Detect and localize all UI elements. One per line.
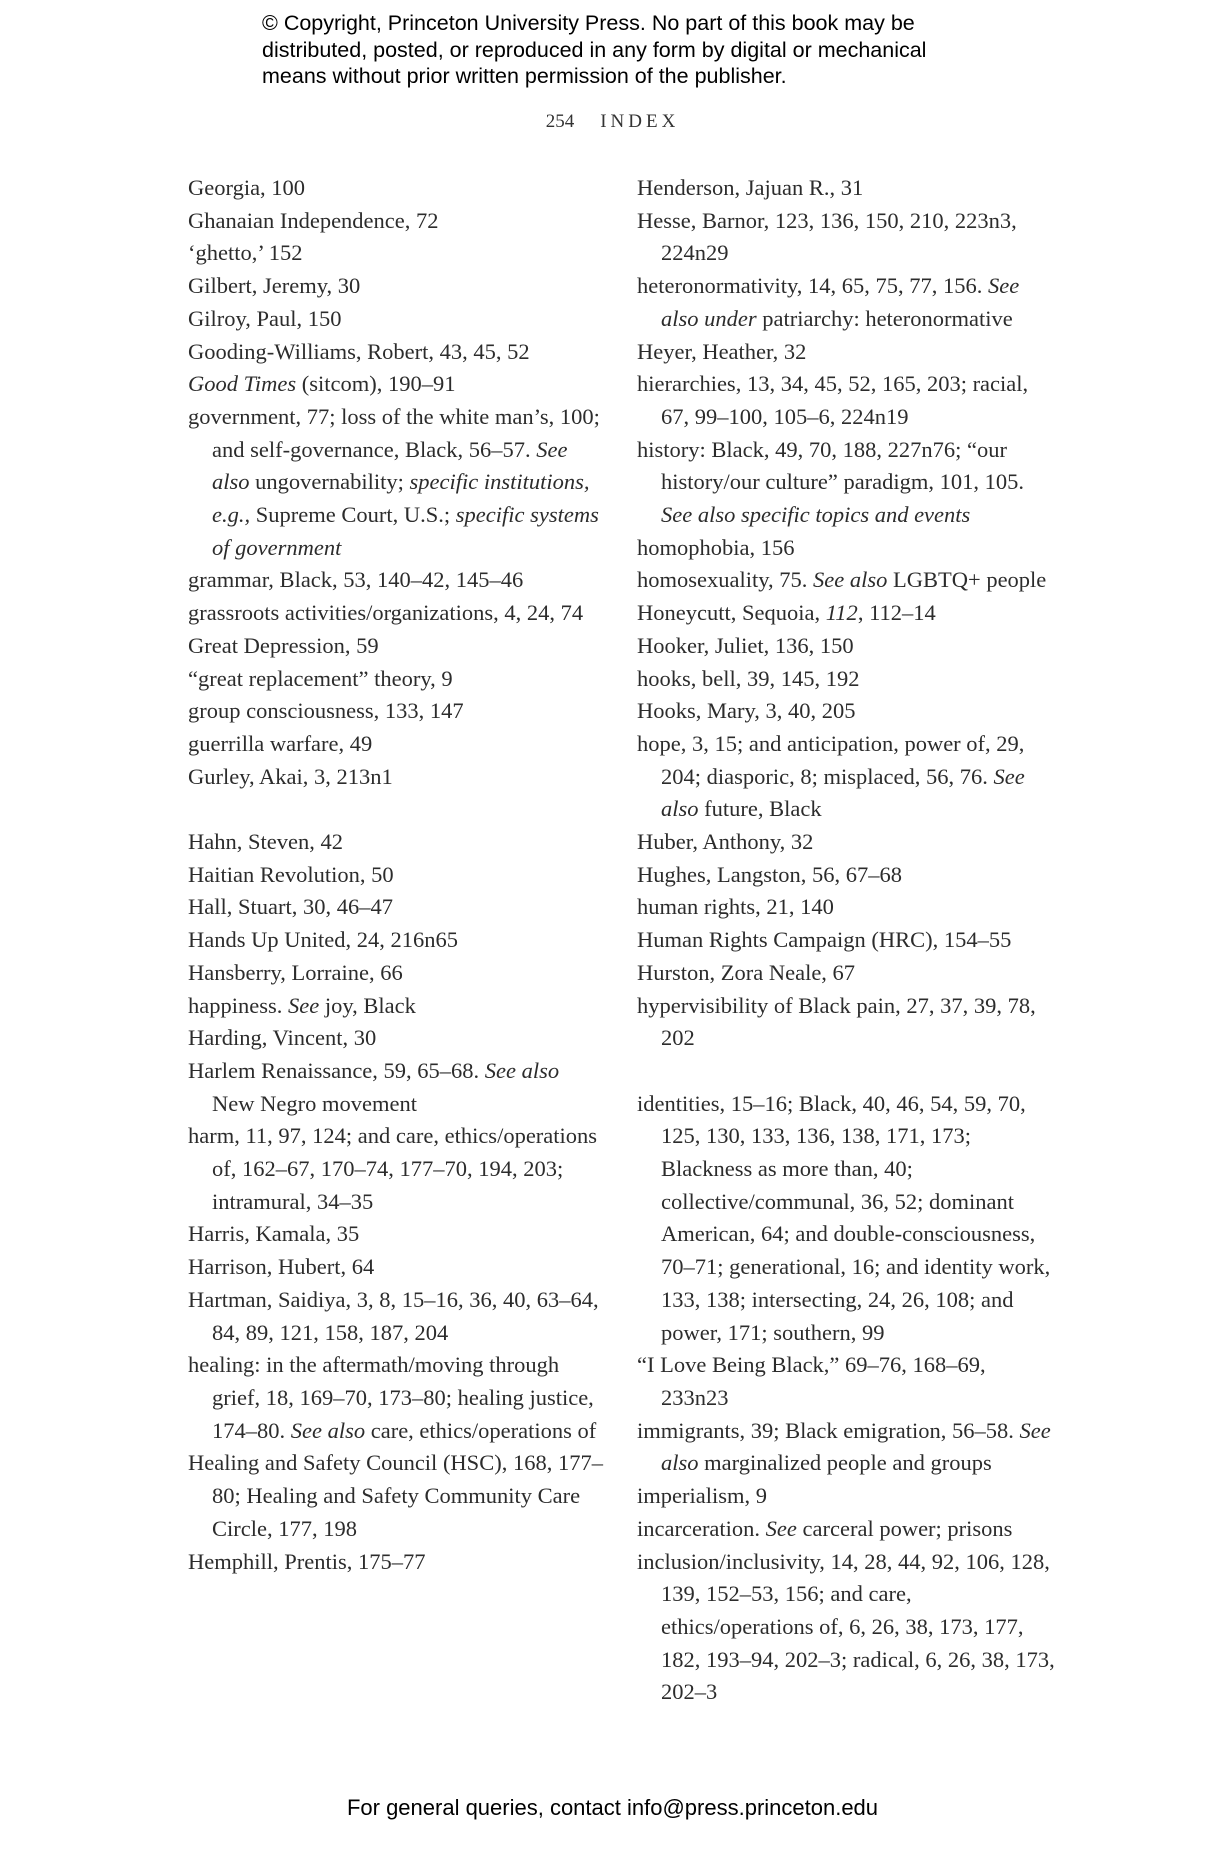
index-entry [188,728,603,761]
index-entry-italic: Good Times [188,371,297,397]
index-entry-italic: See also [661,763,1025,822]
index-entry-text: hooks, bell, 39, 145, 192 [637,665,860,691]
index-entry-text: Harding, Vincent, 30 [188,1025,377,1051]
index-entry [188,401,603,565]
index-entry [637,695,1057,728]
index-entry-text: grassroots activities/organizations, 4, 24, 74 [188,600,584,626]
index-entry-text: care, ethics/operations of [365,1417,597,1443]
index-entry-text: Hughes, Langston, 56, 67–68 [637,861,902,887]
index-entry-text: history: Black, 49, 70, 188, 227n76; “our history/our culture” paradigm, 101, 105. [637,436,1025,495]
index-entry-text: homosexuality, 75. [637,567,814,593]
index-entry-text: future, Black [698,796,822,822]
index-entry [637,924,1057,957]
index-entry-text: “great replacement” theory, 9 [188,665,453,691]
index-entry-text: Hartman, Saidiya, 3, 8, 15–16, 36, 40, 63–64, 84, 89, 121, 158, 187, 204 [188,1286,599,1345]
index-entry-text: healing: in the aftermath/moving through grief, 18, 169–70, 173–80; healing justice, 174–80. [188,1352,594,1443]
index-entry [188,172,603,205]
index-entry [188,1055,603,1120]
index-entry-text: Hahn, Steven, 42 [188,829,343,855]
index-entry [188,957,603,990]
index-entry-text: Harlem Renaissance, 59, 65–68. [188,1057,485,1083]
index-column-left [188,172,603,1578]
index-entry-text: Healing and Safety Council (HSC), 168, 177–80; Healing and Safety Community Care Circle, 177, 198 [188,1450,603,1541]
index-entry-text: Hansberry, Lorraine, 66 [188,959,403,985]
index-entry [188,826,603,859]
index-entry-italic: See [765,1515,797,1541]
index-entry-text: Hall, Stuart, 30, 46–47 [188,894,393,920]
index-entry-italic: See also under [661,273,1020,331]
index-entry [188,368,603,401]
index-entry [188,1120,603,1218]
index-entry-text: joy, Black [319,992,416,1018]
index-entry [637,368,1057,433]
index-entry-text: happiness. [188,992,288,1018]
index-entry-text: hierarchies, 13, 34, 45, 52, 165, 203; racial, 67, 99–100, 105–6, 224n19 [637,371,1029,429]
index-entry-text: New Negro movement [212,1090,417,1116]
index-entry-text: homophobia, 156 [637,534,795,560]
index-entry [188,859,603,892]
index-entry-text: Human Rights Campaign (HRC), 154–55 [637,927,1012,953]
index-entry [637,336,1057,369]
index-entry [188,270,603,303]
index-entry [637,990,1057,1055]
index-entry-italic: specific systems of government [212,502,599,560]
index-entry-text: patriarchy: heteronormative [756,305,1013,331]
index-entry-text: imperialism, 9 [637,1483,767,1509]
index-entry-text: Hesse, Barnor, 123, 136, 150, 210, 223n3, 224n29 [637,207,1017,266]
index-column-right [637,172,1057,1709]
index-entry [637,728,1057,826]
letter-group-gap [637,1055,1057,1088]
index-entry-italic: See also [661,1417,1051,1476]
index-entry-text: Henderson, Jajuan R., 31 [637,175,864,200]
index-entry [637,1349,1057,1414]
index-entry-italic: See also specific topics and events [661,502,971,528]
index-entry [188,237,603,270]
index-entry [188,303,603,336]
index-entry-text: Great Depression, 59 [188,632,379,658]
index-entry-italic: 112 [825,600,858,626]
index-entry [637,532,1057,565]
index-entry [637,663,1057,696]
index-entry-text: government, 77; loss of the white man’s, 100; and self-governance, Black, 56–57. [188,403,600,462]
index-entry-text: marginalized people and groups [698,1450,992,1476]
section-title: INDEX [600,111,680,132]
index-entry-text: Hands Up United, 24, 216n65 [188,927,458,953]
index-entry [188,564,603,597]
index-entry [637,434,1057,532]
index-entry-text: guerrilla warfare, 49 [188,730,373,756]
index-entry [637,859,1057,892]
index-entry [637,564,1057,597]
index-entry-text: Georgia, 100 [188,175,306,200]
index-entry [188,1284,603,1349]
index-entry [637,1088,1057,1350]
index-entry [637,891,1057,924]
index-entry [637,1546,1057,1710]
index-entry [637,957,1057,990]
index-entry-text: immigrants, 39; Black emigration, 56–58. [637,1417,1020,1443]
index-entry [188,695,603,728]
index-entry [637,630,1057,663]
letter-group-gap [188,793,603,826]
index-entry-text: Hooks, Mary, 3, 40, 205 [637,698,856,724]
index-entry-text: group consciousness, 133, 147 [188,698,464,724]
index-entry-text: grammar, Black, 53, 140–42, 145–46 [188,567,524,593]
index-entry-italic: See also [290,1417,366,1443]
index-entry-text: heteronormativity, 14, 65, 75, 77, 156. [637,273,988,299]
index-entry-text: hope, 3, 15; and anticipation, power of, 29, 204; diasporic, 8; misplaced, 56, 76. [637,730,1025,789]
index-entry-italic: See also [212,436,568,495]
index-entry [188,630,603,663]
index-entry-text: Haitian Revolution, 50 [188,861,394,887]
index-entry [188,1022,603,1055]
index-entry-text: Supreme Court, U.S.; [250,502,456,528]
index-entry-text: “I Love Being Black,” 69–76, 168–69, 233n23 [637,1352,986,1410]
index-entry [188,891,603,924]
index-entry [637,826,1057,859]
index-entry-text: carceral power; prisons [796,1515,1013,1541]
index-entry-text: Hurston, Zora Neale, 67 [637,959,856,985]
index-entry [188,1218,603,1251]
index-entry [637,172,1057,205]
footer-contact: For general queries, contact info@press.princeton.edu [346,1795,879,1820]
index-entry-text: (sitcom), 190–91 [296,371,456,397]
index-entry-text: Honeycutt, Sequoia, [637,600,826,626]
index-entry [188,1251,603,1284]
index-entry-text: Ghanaian Independence, 72 [188,207,439,233]
index-entry-italic: See also [813,567,888,593]
index-entry-text: , 112–14 [857,600,936,626]
index-entry-text: Harris, Kamala, 35 [188,1221,360,1247]
index-entry [637,1480,1057,1513]
index-entry-text: harm, 11, 97, 124; and care, ethics/operations of, 162–67, 170–74, 177–70, 194, 203; intramural, 34–35 [188,1123,598,1214]
page-number: 254 [545,111,575,132]
index-entry [188,990,603,1023]
index-entry [188,761,603,794]
index-entry-text: hypervisibility of Black pain, 27, 37, 39, 78, 202 [637,992,1036,1051]
index-entry-text: Heyer, Heather, 32 [637,338,807,364]
index-entry-text: identities, 15–16; Black, 40, 46, 54, 59, 70, 125, 130, 133, 136, 138, 171, 173; Blackness as more than, 40; collective/communal, 36, 52; dominant American, 64; and double-consciousness, 70–71; generational, 16; and identity work, 133, 138; intersecting, 24, 26, 108; and power, 171; southern, 99 [637,1090,1051,1345]
index-entry-text: Hemphill, Prentis, 175–77 [188,1548,426,1574]
index-entry-text: incarceration. [637,1515,766,1541]
index-entry [188,1447,603,1545]
index-entry [637,597,1057,630]
index-entry [188,336,603,369]
index-entry-text: ungovernability; [249,469,410,495]
index-entry [188,924,603,957]
index-entry [637,205,1057,270]
index-entry [637,270,1057,335]
index-entry-text: inclusion/inclusivity, 14, 28, 44, 92, 106, 128, 139, 152–53, 156; and care, ethics/operations of, 6, 26, 38, 173, 177, 182, 193–94, 202–3; radical, 6, 26, 38, 173, 202–3 [637,1548,1055,1705]
index-entry [188,663,603,696]
index-entry [637,1415,1057,1480]
index-entry-italic: See also [484,1057,560,1083]
index-entry-text: Harrison, Hubert, 64 [188,1254,375,1280]
running-head [0,111,1225,133]
index-entry-text: Huber, Anthony, 32 [637,829,814,855]
index-entry [637,1513,1057,1546]
index-entry [188,205,603,238]
index-entry-text: Gurley, Akai, 3, 213n1 [188,763,393,789]
index-entry-italic: specific institutions, e.g., [212,469,590,528]
index-entry-text: Hooker, Juliet, 136, 150 [637,632,854,658]
index-entry-italic: See [288,992,320,1018]
index-entry-text: Gilroy, Paul, 150 [188,305,342,331]
copyright-notice: © Copyright, Princeton University Press. No part of this book may be distributed, posted, or reproduced in any form by digital or mechanical means without prior written permission of the publisher. [262,11,927,88]
index-entry [188,1349,603,1447]
index-entry [188,1546,603,1579]
index-entry-text: LGBTQ+ people [887,567,1047,593]
index-entry-text: Gooding-Williams, Robert, 43, 45, 52 [188,338,530,364]
index-entry [188,597,603,630]
index-entry-text: Gilbert, Jeremy, 30 [188,273,361,299]
index-entry-text: ‘ghetto,’ 152 [188,240,303,266]
index-entry-text: human rights, 21, 140 [637,894,834,920]
